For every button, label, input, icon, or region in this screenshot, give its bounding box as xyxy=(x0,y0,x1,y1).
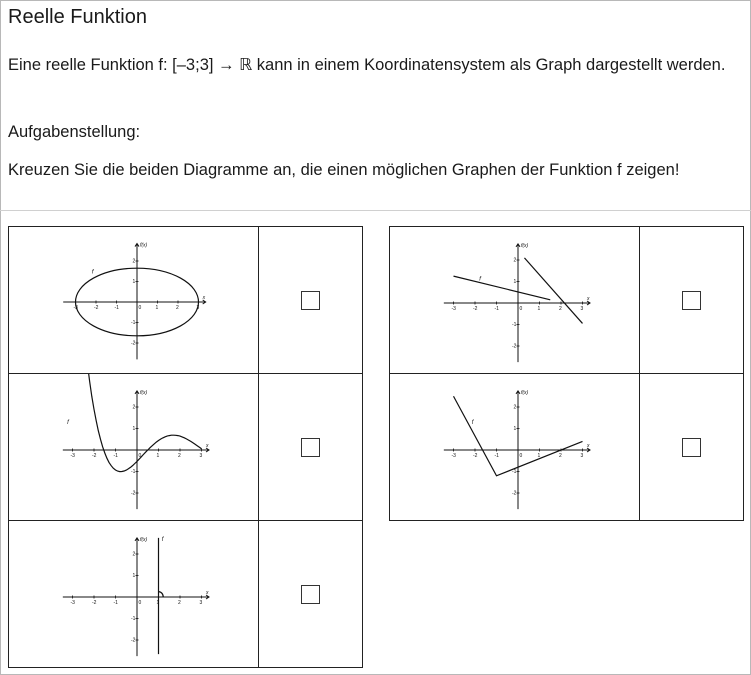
x-tick-label: -3 xyxy=(451,306,456,312)
x-axis-label: x xyxy=(202,295,206,301)
y-axis-label: f(x) xyxy=(140,536,148,543)
graph-cell xyxy=(9,521,259,668)
y-tick-label: 2 xyxy=(132,551,136,558)
x-axis-label: x xyxy=(206,590,209,596)
y-tick-label: 2 xyxy=(513,257,517,264)
y-tick-label: 1 xyxy=(132,573,136,579)
x-tick-label: -3 xyxy=(70,453,75,459)
y-tick-label: -2 xyxy=(131,490,136,497)
x-tick-label: -2 xyxy=(92,453,97,459)
curve-label: f xyxy=(479,276,481,283)
checkbox-cell xyxy=(259,521,363,668)
y-tick-label: -1 xyxy=(512,322,517,328)
x-tick-label: 0 xyxy=(519,306,523,312)
curve-label: f xyxy=(91,269,94,276)
option-checkbox-vertical-line[interactable] xyxy=(301,585,320,604)
option-checkbox-ellipse[interactable] xyxy=(301,291,320,310)
x-tick-label: 0 xyxy=(138,453,142,459)
y-tick-label: -2 xyxy=(131,340,136,347)
checkbox-cell xyxy=(259,374,363,521)
option-row xyxy=(390,374,744,521)
x-tick-label: -2 xyxy=(92,600,97,606)
x-tick-label: 0 xyxy=(138,305,142,311)
y-axis-label: f(x) xyxy=(140,389,148,396)
x-tick-label: 0 xyxy=(138,600,142,606)
y-tick-label: 1 xyxy=(513,279,517,285)
y-tick-label: -1 xyxy=(131,616,136,622)
graph-two-lines xyxy=(390,227,639,373)
option-row xyxy=(9,227,363,374)
graph-cell xyxy=(390,374,640,521)
x-tick-label: 0 xyxy=(519,453,523,459)
x-axis-label: x xyxy=(206,443,209,449)
y-tick-label: -2 xyxy=(512,490,517,497)
x-tick-label: 3 xyxy=(580,453,584,459)
x-tick-label: 1 xyxy=(537,306,541,312)
y-tick-label: -2 xyxy=(131,637,136,644)
option-checkbox-wave[interactable] xyxy=(301,438,320,457)
x-tick-label: 2 xyxy=(176,305,179,311)
x-tick-label: -3 xyxy=(70,600,75,606)
x-tick-label: -1 xyxy=(113,453,118,459)
option-checkbox-two-lines[interactable] xyxy=(682,291,701,310)
x-tick-label: -2 xyxy=(473,453,478,459)
x-tick-label: 1 xyxy=(155,305,159,311)
x-tick-label: -3 xyxy=(451,453,456,459)
small-arc xyxy=(159,592,164,597)
curve-label: f xyxy=(471,420,474,427)
x-tick-label: 2 xyxy=(559,306,562,312)
graph-ellipse xyxy=(9,227,258,373)
line-segment-1 xyxy=(454,276,551,300)
x-tick-label: -1 xyxy=(494,453,499,459)
x-tick-label: 1 xyxy=(156,600,160,606)
y-tick-label: -1 xyxy=(131,320,136,326)
graph-cell xyxy=(9,374,259,521)
intro-text: Eine reelle Funktion f: [–3;3] → ℝ kann in einem Koordinatensystem als Graph dargestellt werden. xyxy=(8,56,726,74)
checkbox-cell xyxy=(640,374,744,521)
x-tick-label: 2 xyxy=(559,453,562,459)
y-axis-label: f(x) xyxy=(521,389,529,396)
y-tick-label: -1 xyxy=(512,469,517,475)
curve-label: f xyxy=(67,420,69,427)
y-tick-label: -1 xyxy=(131,469,136,475)
x-tick-label: -1 xyxy=(113,600,118,606)
x-tick-label: 3 xyxy=(196,305,200,311)
x-tick-label: -1 xyxy=(494,306,499,312)
x-tick-label: 3 xyxy=(199,600,203,606)
checkbox-cell xyxy=(259,227,363,374)
x-tick-label: -2 xyxy=(94,305,99,311)
curve-label: f xyxy=(161,537,164,544)
option-checkbox-v-shape[interactable] xyxy=(682,438,701,457)
graph-v-shape xyxy=(390,374,639,520)
x-tick-label: 3 xyxy=(199,453,203,459)
y-tick-label: 1 xyxy=(132,279,136,285)
y-tick-label: 2 xyxy=(513,404,517,411)
options-table-right xyxy=(389,226,744,521)
options-table-left xyxy=(8,226,363,668)
y-tick-label: -2 xyxy=(512,343,517,350)
x-tick-label: -3 xyxy=(73,305,78,311)
y-axis-label: f(x) xyxy=(140,242,148,249)
option-row xyxy=(9,521,363,668)
x-tick-label: 1 xyxy=(537,453,541,459)
y-tick-label: 1 xyxy=(513,426,517,432)
x-axis-label: x xyxy=(587,443,590,449)
y-tick-label: 2 xyxy=(132,404,136,411)
x-tick-label: 1 xyxy=(156,453,160,459)
y-axis-label: f(x) xyxy=(521,242,529,249)
task-text: Kreuzen Sie die beiden Diagramme an, die einen möglichen Graphen der Funktion f zeigen! xyxy=(8,161,680,179)
x-tick-label: 2 xyxy=(178,600,181,606)
graph-cell xyxy=(9,227,259,374)
line-segment-2 xyxy=(524,258,582,324)
option-row xyxy=(390,227,744,374)
graph-cell xyxy=(390,227,640,374)
option-row xyxy=(9,374,363,521)
x-tick-label: -1 xyxy=(114,305,119,311)
x-tick-label: -2 xyxy=(473,306,478,312)
x-tick-label: 2 xyxy=(178,453,181,459)
checkbox-cell xyxy=(640,227,744,374)
y-tick-label: 2 xyxy=(132,258,136,265)
divider xyxy=(0,210,751,211)
graph-vertical-line xyxy=(9,521,258,667)
page-title: Reelle Funktion xyxy=(8,6,147,28)
x-tick-label: 3 xyxy=(580,306,584,312)
y-tick-label: 1 xyxy=(132,426,136,432)
x-axis-label: x xyxy=(587,296,590,302)
task-heading: Aufgabenstellung: xyxy=(8,123,141,141)
graph-wave xyxy=(9,374,258,520)
